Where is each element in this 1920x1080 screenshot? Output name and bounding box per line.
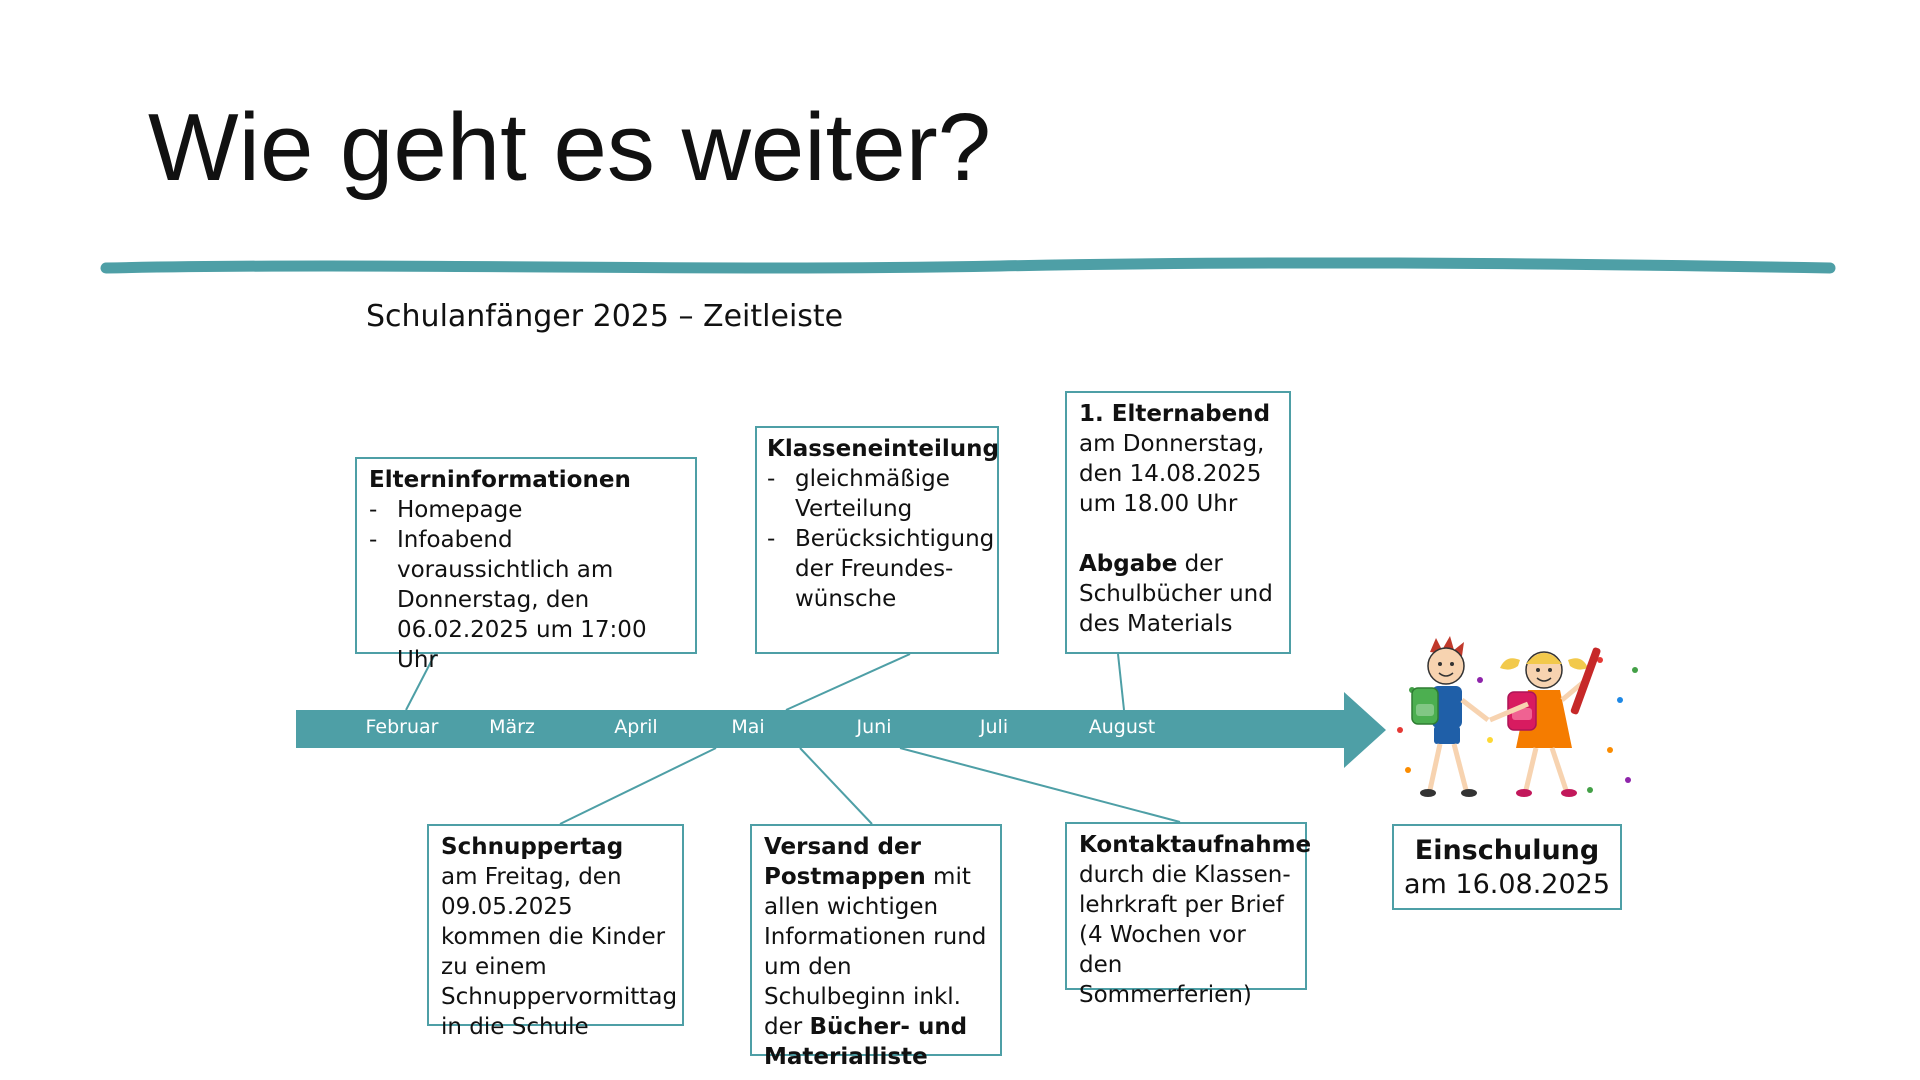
connector-schnuppertag <box>560 748 716 824</box>
list-item: - Homepage <box>369 495 683 525</box>
list-item: - gleichmäßige Verteilung <box>767 464 987 524</box>
month-februar: Februar <box>365 716 439 738</box>
box-elterninformationen <box>355 457 697 673</box>
box-title: Schnuppertag <box>441 834 624 860</box>
timeline-arrow <box>296 692 1386 768</box>
school-children-icon <box>1390 630 1650 810</box>
connector-klasseneinteilung <box>786 654 910 710</box>
month-mai: Mai <box>731 716 765 738</box>
einschulung-rest: am 16.08.2025 <box>1403 869 1611 900</box>
abgabe-text <box>1079 549 1277 639</box>
box-einschulung <box>1392 824 1622 910</box>
page-title: Wie geht es weiter? <box>148 94 992 201</box>
versand-text <box>764 832 988 1072</box>
event-text: am Freitag, den 09.05.2025 kommen die Kinder zu einem Schnuppervormittag in die Schule <box>441 864 678 1040</box>
connector-kontakt <box>900 748 1180 822</box>
bullet-list <box>767 464 995 614</box>
einschulung-bold: Einschulung <box>1414 835 1600 866</box>
abgabe-rest: der Schulbücher und des Materials <box>1079 551 1273 637</box>
box-kontaktaufnahme <box>1065 822 1312 1008</box>
month-april: April <box>614 716 658 738</box>
versand-bold-2: Bücher- und Materialliste <box>764 1014 968 1070</box>
bullet-list <box>369 495 683 675</box>
box-title: Kontaktaufnahme <box>1079 832 1312 858</box>
box-versand <box>750 824 1002 1070</box>
connector-elternabend <box>1118 654 1124 710</box>
box-title: Klasseneinteilung <box>767 436 1000 462</box>
box-klasseneinteilung <box>755 426 999 654</box>
connector-versand <box>800 748 872 824</box>
box-title: 1. Elternabend <box>1079 401 1271 427</box>
month-juli: Juli <box>979 716 1009 738</box>
title-divider <box>106 263 1830 268</box>
versand-text-1: mit allen wichtigen Informationen rund um den Schulbeginn inkl. der <box>764 864 987 1040</box>
list-item: - Infoabend voraussichtlich am Donnerstag, den 06.02.2025 um 17:00 Uhr <box>369 525 683 675</box>
box-title: Elterninformationen <box>369 467 631 493</box>
box-schnuppertag <box>427 824 684 1040</box>
month-juni: Juni <box>856 716 892 738</box>
list-item: - Berücksichtigung der Freundes-wünsche <box>767 524 987 614</box>
abgabe-bold: Abgabe <box>1079 551 1178 577</box>
month-august: August <box>1088 716 1156 738</box>
timeline-subtitle: Schulanfänger 2025 – Zeitleiste <box>366 299 844 334</box>
event-text: durch die Klassen-lehrkraft per Brief (4 Wochen vor den Sommerferien) <box>1079 862 1291 1008</box>
box-elternabend <box>1065 391 1291 654</box>
box-title: Versand der Postmappen <box>764 834 926 890</box>
event-text: am Donnerstag, den 14.08.2025 um 18.00 Uhr <box>1079 431 1265 517</box>
month-maerz: März <box>489 716 535 738</box>
